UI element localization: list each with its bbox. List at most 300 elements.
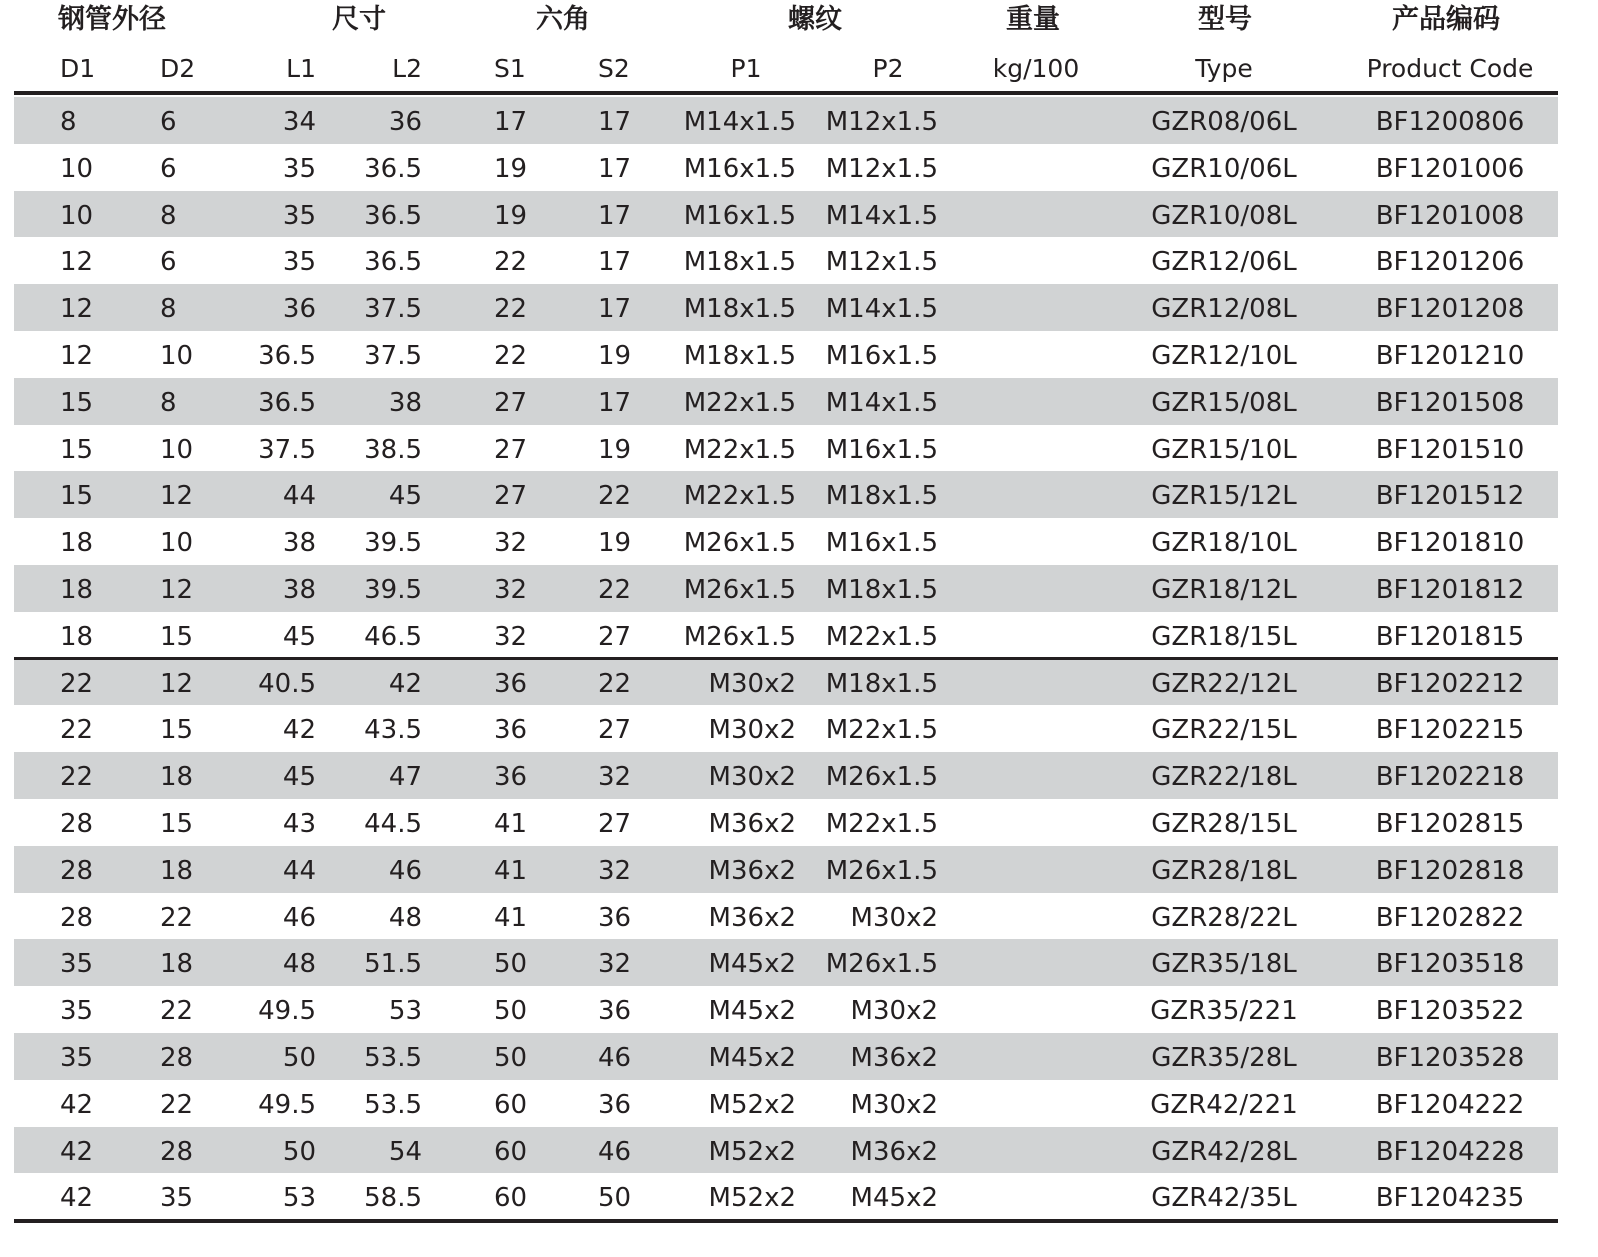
cell-type: GZR35/221 — [1150, 996, 1298, 1027]
cell-l2: 53.5 — [364, 1042, 422, 1073]
cell-l1: 50 — [282, 1136, 316, 1167]
cell-d2: 22 — [160, 1089, 194, 1120]
cell-d2: 15 — [160, 808, 194, 839]
cell-l1: 44 — [282, 855, 316, 886]
cell-p2: M16x1.5 — [825, 434, 938, 465]
cell-s1: 60 — [494, 1183, 528, 1214]
cell-s2: 22 — [598, 668, 632, 699]
cell-weight — [976, 1173, 1096, 1220]
cell-weight — [976, 986, 1096, 1033]
table-row — [14, 191, 1558, 238]
cell-p2: M30x2 — [850, 902, 938, 933]
cell-code: BF1201512 — [1375, 481, 1525, 512]
cell-s2: 17 — [598, 200, 632, 231]
cell-p1: M26x1.5 — [683, 574, 796, 605]
table-row — [14, 939, 1558, 986]
table-row — [14, 1080, 1558, 1127]
cell-s1: 50 — [494, 949, 528, 980]
cell-d1: 22 — [60, 715, 94, 746]
cell-type: GZR18/15L — [1151, 621, 1297, 652]
cell-d1: 42 — [60, 1136, 94, 1167]
cell-d2: 8 — [160, 387, 177, 418]
cell-d1: 28 — [60, 902, 94, 933]
cell-l1: 48 — [282, 949, 316, 980]
cell-l2: 36.5 — [364, 153, 422, 184]
cell-s1: 50 — [494, 996, 528, 1027]
cell-p1: M14x1.5 — [683, 107, 796, 137]
cell-p2: M22x1.5 — [825, 715, 938, 746]
col-type: Type — [1195, 54, 1253, 83]
cell-p1: M22x1.5 — [683, 434, 796, 465]
cell-d1: 18 — [60, 621, 94, 652]
cell-p2: M36x2 — [850, 1136, 938, 1167]
cell-weight — [976, 799, 1096, 846]
cell-d2: 18 — [160, 949, 194, 980]
table-row — [14, 471, 1558, 518]
cell-l1: 38 — [282, 528, 316, 559]
cell-p1: M18x1.5 — [683, 247, 796, 278]
group-hex: 六角 — [536, 4, 590, 35]
cell-d1: 8 — [60, 107, 77, 137]
cell-l1: 35 — [282, 153, 316, 184]
cell-p2: M14x1.5 — [825, 294, 938, 325]
cell-code: BF1200806 — [1375, 107, 1525, 137]
cell-d2: 35 — [160, 1183, 194, 1214]
table-row — [14, 1127, 1558, 1174]
cell-p1: M52x2 — [708, 1136, 796, 1167]
cell-type: GZR28/18L — [1151, 855, 1297, 886]
cell-d2: 12 — [160, 481, 194, 512]
cell-p1: M18x1.5 — [683, 294, 796, 325]
cell-p1: M52x2 — [708, 1183, 796, 1214]
cell-l2: 42 — [388, 668, 422, 699]
cell-p2: M26x1.5 — [825, 762, 938, 793]
cell-s2: 19 — [598, 528, 632, 559]
col-l2: L2 — [392, 54, 422, 83]
cell-type: GZR42/28L — [1151, 1136, 1297, 1167]
cell-type: GZR35/28L — [1151, 1042, 1297, 1073]
table-row — [14, 893, 1558, 940]
table-row — [14, 846, 1558, 893]
cell-p1: M22x1.5 — [683, 481, 796, 512]
cell-s1: 50 — [494, 1042, 528, 1073]
cell-p2: M16x1.5 — [825, 340, 938, 371]
cell-s2: 32 — [598, 762, 632, 793]
cell-s2: 46 — [598, 1136, 632, 1167]
cell-weight — [976, 331, 1096, 378]
cell-code: BF1204235 — [1375, 1183, 1525, 1214]
cell-l2: 37.5 — [364, 294, 422, 325]
cell-s2: 32 — [598, 949, 632, 980]
cell-p2: M30x2 — [850, 1089, 938, 1120]
cell-code: BF1202218 — [1375, 762, 1525, 793]
cell-p2: M26x1.5 — [825, 949, 938, 980]
cell-code: BF1202215 — [1375, 715, 1525, 746]
cell-p2: M12x1.5 — [825, 247, 938, 278]
cell-p2: M26x1.5 — [825, 855, 938, 886]
cell-s2: 17 — [598, 153, 632, 184]
col-p1: P1 — [730, 54, 762, 83]
cell-s1: 41 — [494, 902, 528, 933]
cell-l2: 39.5 — [364, 528, 422, 559]
cell-l2: 45 — [388, 481, 422, 512]
cell-l2: 38.5 — [364, 434, 422, 465]
top-rule — [14, 91, 1558, 95]
cell-d1: 35 — [60, 1042, 94, 1073]
cell-weight — [976, 705, 1096, 752]
group-type: 型号 — [1198, 4, 1252, 35]
table-row — [14, 799, 1558, 846]
cell-p1: M45x2 — [708, 1042, 796, 1073]
cell-l1: 49.5 — [258, 996, 316, 1027]
cell-s2: 19 — [598, 434, 632, 465]
cell-s1: 22 — [494, 294, 528, 325]
table-row — [14, 97, 1558, 144]
cell-l1: 36.5 — [258, 387, 316, 418]
cell-d1: 12 — [60, 247, 94, 278]
col-d2: D2 — [160, 54, 196, 83]
cell-p1: M30x2 — [708, 715, 796, 746]
cell-l2: 36.5 — [364, 247, 422, 278]
cell-type: GZR35/18L — [1151, 949, 1297, 980]
cell-code: BF1201206 — [1375, 247, 1525, 278]
cell-type: GZR10/08L — [1151, 200, 1297, 231]
cell-type: GZR15/12L — [1151, 481, 1297, 512]
cell-s2: 27 — [598, 715, 632, 746]
cell-s2: 46 — [598, 1042, 632, 1073]
cell-s1: 36 — [494, 715, 528, 746]
bottom-rule — [14, 1219, 1558, 1223]
cell-d1: 18 — [60, 528, 94, 559]
cell-s2: 17 — [598, 247, 632, 278]
cell-code: BF1201006 — [1375, 153, 1525, 184]
cell-p1: M36x2 — [708, 808, 796, 839]
cell-p1: M16x1.5 — [683, 200, 796, 231]
cell-weight — [976, 659, 1096, 706]
cell-weight — [976, 1033, 1096, 1080]
cell-d1: 15 — [60, 434, 94, 465]
cell-p1: M22x1.5 — [683, 387, 796, 418]
cell-d2: 6 — [160, 247, 177, 278]
cell-l2: 58.5 — [364, 1183, 422, 1214]
cell-weight — [976, 518, 1096, 565]
cell-l1: 35 — [282, 200, 316, 231]
cell-code: BF1203528 — [1375, 1042, 1525, 1073]
cell-s1: 27 — [494, 481, 528, 512]
cell-s2: 36 — [598, 902, 632, 933]
cell-code: BF1201510 — [1375, 434, 1525, 465]
cell-d2: 10 — [160, 528, 194, 559]
cell-d1: 22 — [60, 762, 94, 793]
table-row — [14, 752, 1558, 799]
group-code: 产品编码 — [1392, 4, 1500, 35]
cell-code: BF1202815 — [1375, 808, 1525, 839]
table-header — [14, 0, 1558, 90]
cell-l2: 43.5 — [364, 715, 422, 746]
cell-d1: 28 — [60, 808, 94, 839]
cell-d2: 10 — [160, 434, 194, 465]
cell-weight — [976, 893, 1096, 940]
cell-s1: 60 — [494, 1089, 528, 1120]
cell-p2: M30x2 — [850, 996, 938, 1027]
cell-s2: 36 — [598, 996, 632, 1027]
cell-weight — [976, 939, 1096, 986]
cell-l1: 44 — [282, 481, 316, 512]
cell-type: GZR42/35L — [1151, 1183, 1297, 1214]
table-row — [14, 331, 1558, 378]
cell-p1: M26x1.5 — [683, 621, 796, 652]
cell-type: GZR28/22L — [1151, 902, 1297, 933]
cell-d2: 22 — [160, 996, 194, 1027]
cell-l1: 37.5 — [258, 434, 316, 465]
cell-l2: 53 — [388, 996, 422, 1027]
cell-s2: 36 — [598, 1089, 632, 1120]
cell-code: BF1201812 — [1375, 574, 1525, 605]
cell-s2: 50 — [598, 1183, 632, 1214]
cell-s2: 17 — [598, 294, 632, 325]
cell-l2: 47 — [388, 762, 422, 793]
cell-p1: M18x1.5 — [683, 340, 796, 371]
table-row — [14, 659, 1558, 706]
cell-weight — [976, 565, 1096, 612]
cell-type: GZR42/221 — [1150, 1089, 1298, 1120]
cell-l2: 44.5 — [364, 808, 422, 839]
cell-type: GZR18/12L — [1151, 574, 1297, 605]
cell-weight — [976, 97, 1096, 144]
cell-p2: M18x1.5 — [825, 481, 938, 512]
cell-l1: 34 — [282, 107, 316, 137]
cell-l1: 38 — [282, 574, 316, 605]
cell-s2: 17 — [598, 387, 632, 418]
cell-code: BF1201008 — [1375, 200, 1525, 231]
cell-l1: 43 — [282, 808, 316, 839]
cell-l2: 48 — [388, 902, 422, 933]
cell-weight — [976, 144, 1096, 191]
cell-d1: 35 — [60, 949, 94, 980]
table-row — [14, 425, 1558, 472]
table-row — [14, 705, 1558, 752]
cell-s1: 19 — [494, 200, 528, 231]
cell-weight — [976, 846, 1096, 893]
table-row — [14, 237, 1558, 284]
cell-code: BF1201210 — [1375, 340, 1525, 371]
cell-code: BF1201508 — [1375, 387, 1525, 418]
cell-type: GZR22/12L — [1151, 668, 1297, 699]
cell-type: GZR15/10L — [1151, 434, 1297, 465]
cell-s1: 17 — [494, 107, 528, 137]
cell-s2: 27 — [598, 808, 632, 839]
cell-d1: 10 — [60, 200, 94, 231]
cell-l1: 46 — [282, 902, 316, 933]
cell-code: BF1201208 — [1375, 294, 1525, 325]
cell-d2: 15 — [160, 621, 194, 652]
cell-s2: 22 — [598, 574, 632, 605]
cell-weight — [976, 284, 1096, 331]
cell-l2: 39.5 — [364, 574, 422, 605]
cell-p2: M12x1.5 — [825, 153, 938, 184]
table-row — [14, 1033, 1558, 1080]
cell-d2: 10 — [160, 340, 194, 371]
cell-l2: 46 — [388, 855, 422, 886]
col-l1: L1 — [286, 54, 316, 83]
col-s2: S2 — [598, 54, 630, 83]
cell-d2: 22 — [160, 902, 194, 933]
cell-d1: 12 — [60, 340, 94, 371]
cell-l1: 53 — [282, 1183, 316, 1214]
cell-code: BF1202822 — [1375, 902, 1525, 933]
cell-s1: 41 — [494, 855, 528, 886]
col-p2: P2 — [872, 54, 904, 83]
cell-p2: M14x1.5 — [825, 387, 938, 418]
cell-l2: 51.5 — [364, 949, 422, 980]
group-size: 尺寸 — [332, 4, 386, 35]
cell-l2: 37.5 — [364, 340, 422, 371]
cell-l2: 38 — [388, 387, 422, 418]
cell-code: BF1204228 — [1375, 1136, 1525, 1167]
cell-l2: 54 — [388, 1136, 422, 1167]
table-row — [14, 986, 1558, 1033]
cell-s2: 27 — [598, 621, 632, 652]
cell-d2: 28 — [160, 1042, 194, 1073]
cell-weight — [976, 612, 1096, 659]
cell-l2: 36 — [388, 107, 422, 137]
table-row — [14, 378, 1558, 425]
cell-d1: 15 — [60, 387, 94, 418]
cell-weight — [976, 471, 1096, 518]
cell-d2: 12 — [160, 668, 194, 699]
cell-p2: M18x1.5 — [825, 668, 938, 699]
cell-weight — [976, 191, 1096, 238]
table-row — [14, 518, 1558, 565]
cell-l2: 53.5 — [364, 1089, 422, 1120]
cell-p1: M36x2 — [708, 855, 796, 886]
cell-code: BF1202818 — [1375, 855, 1525, 886]
cell-code: BF1202212 — [1375, 668, 1525, 699]
cell-weight — [976, 378, 1096, 425]
cell-s1: 27 — [494, 434, 528, 465]
middle-rule — [14, 657, 1558, 660]
col-d1: D1 — [60, 54, 96, 83]
cell-s1: 36 — [494, 668, 528, 699]
cell-code: BF1201810 — [1375, 528, 1525, 559]
cell-p1: M45x2 — [708, 949, 796, 980]
cell-p2: M22x1.5 — [825, 808, 938, 839]
cell-s1: 22 — [494, 247, 528, 278]
cell-l2: 46.5 — [364, 621, 422, 652]
group-thread: 螺纹 — [788, 4, 842, 35]
cell-p2: M14x1.5 — [825, 200, 938, 231]
cell-type: GZR28/15L — [1151, 808, 1297, 839]
cell-d1: 42 — [60, 1183, 94, 1214]
cell-s1: 22 — [494, 340, 528, 371]
cell-p2: M36x2 — [850, 1042, 938, 1073]
cell-type: GZR12/10L — [1151, 340, 1297, 371]
cell-d1: 35 — [60, 996, 94, 1027]
cell-s1: 32 — [494, 528, 528, 559]
cell-d2: 8 — [160, 294, 177, 325]
cell-l1: 45 — [282, 762, 316, 793]
cell-s1: 60 — [494, 1136, 528, 1167]
cell-type: GZR22/18L — [1151, 762, 1297, 793]
cell-type: GZR15/08L — [1151, 387, 1297, 418]
cell-l1: 36.5 — [258, 340, 316, 371]
cell-s1: 41 — [494, 808, 528, 839]
cell-d1: 42 — [60, 1089, 94, 1120]
cell-d2: 15 — [160, 715, 194, 746]
cell-s1: 19 — [494, 153, 528, 184]
cell-d2: 28 — [160, 1136, 194, 1167]
cell-p2: M12x1.5 — [825, 107, 938, 137]
cell-l1: 50 — [282, 1042, 316, 1073]
cell-type: GZR18/10L — [1151, 528, 1297, 559]
col-s1: S1 — [494, 54, 526, 83]
cell-d2: 18 — [160, 855, 194, 886]
cell-weight — [976, 237, 1096, 284]
cell-code: BF1203522 — [1375, 996, 1525, 1027]
table-row — [14, 612, 1558, 659]
cell-l1: 40.5 — [258, 668, 316, 699]
cell-p2: M22x1.5 — [825, 621, 938, 652]
cell-d2: 8 — [160, 200, 177, 231]
cell-p2: M45x2 — [850, 1183, 938, 1214]
cell-weight — [976, 425, 1096, 472]
cell-p1: M52x2 — [708, 1089, 796, 1120]
cell-type: GZR08/06L — [1151, 107, 1297, 137]
cell-d2: 18 — [160, 762, 194, 793]
cell-type: GZR12/06L — [1151, 247, 1297, 278]
cell-type: GZR12/08L — [1151, 294, 1297, 325]
table-row — [14, 565, 1558, 612]
table-row — [14, 1173, 1558, 1220]
group-weight: 重量 — [1006, 4, 1060, 35]
cell-p1: M30x2 — [708, 668, 796, 699]
cell-type: GZR22/15L — [1151, 715, 1297, 746]
cell-d1: 28 — [60, 855, 94, 886]
cell-d1: 10 — [60, 153, 94, 184]
table-row — [14, 144, 1558, 191]
cell-d1: 18 — [60, 574, 94, 605]
cell-p2: M18x1.5 — [825, 574, 938, 605]
cell-d1: 12 — [60, 294, 94, 325]
cell-l2: 36.5 — [364, 200, 422, 231]
cell-s1: 36 — [494, 762, 528, 793]
cell-l1: 42 — [282, 715, 316, 746]
cell-l1: 45 — [282, 621, 316, 652]
col-weight: kg/100 — [992, 54, 1080, 83]
cell-p1: M45x2 — [708, 996, 796, 1027]
cell-p2: M16x1.5 — [825, 528, 938, 559]
cell-d2: 6 — [160, 153, 177, 184]
cell-l1: 49.5 — [258, 1089, 316, 1120]
cell-p1: M26x1.5 — [683, 528, 796, 559]
cell-weight — [976, 752, 1096, 799]
cell-code: BF1204222 — [1375, 1089, 1525, 1120]
cell-type: GZR10/06L — [1151, 153, 1297, 184]
cell-d2: 12 — [160, 574, 194, 605]
cell-s2: 32 — [598, 855, 632, 886]
cell-p1: M16x1.5 — [683, 153, 796, 184]
col-code: Product Code — [1366, 54, 1534, 83]
cell-weight — [976, 1080, 1096, 1127]
cell-l1: 35 — [282, 247, 316, 278]
cell-code: BF1201815 — [1375, 621, 1525, 652]
cell-d2: 6 — [160, 107, 177, 137]
cell-s2: 17 — [598, 107, 632, 137]
table-row — [14, 284, 1558, 331]
cell-s1: 32 — [494, 621, 528, 652]
cell-d1: 15 — [60, 481, 94, 512]
cell-code: BF1203518 — [1375, 949, 1525, 980]
